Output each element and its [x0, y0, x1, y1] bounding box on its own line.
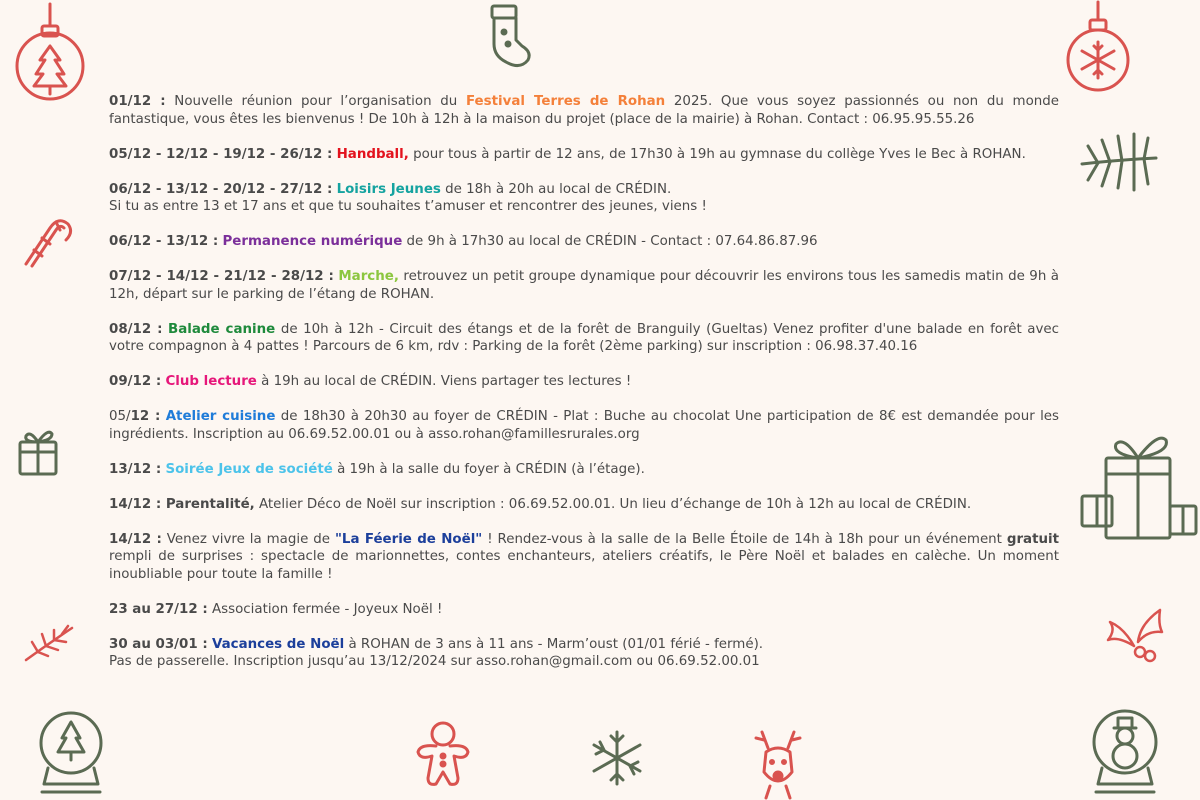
- agenda-item: [109, 93, 1059, 128]
- pine-branch-icon: [1078, 128, 1158, 194]
- item-text: 2025. Que vous soyez passionnés ou non du monde fantastique, vous êtes les bienvenus ! De 10h à 12h à la maison du projet (place de la mairie) à Rohan. Contact : 06.95.95.55.26: [109, 94, 1059, 127]
- item-date: 07/12 - 14/12 - 21/12 - 28/12 :: [109, 269, 334, 284]
- gingerbread-icon: [412, 720, 474, 790]
- item-highlight: Soirée Jeux de société: [165, 461, 333, 477]
- item-date: 06/12 - 13/12 :: [109, 234, 219, 249]
- item-date: 08/12 :: [109, 321, 163, 337]
- item-highlight: Permanence numérique: [222, 234, 403, 249]
- reindeer-icon: [754, 728, 802, 800]
- agenda-item: [109, 233, 1059, 251]
- item-text: Association fermée - Joyeux Noël !: [207, 601, 443, 617]
- item-date: 06/12 - 13/12 - 20/12 - 27/12 :: [109, 181, 333, 197]
- item-highlight: Loisirs Jeunes: [336, 181, 441, 197]
- item-highlight: Marche,: [338, 269, 399, 284]
- item-text: de 9h à 17h30 au local de CRÉDIN - Contact : 07.64.86.87.96: [402, 234, 818, 249]
- agenda-item: [109, 408, 1059, 443]
- item-text-line2: Pas de passerelle. Inscription jusqu’au 13/12/2024 sur asso.rohan@gmail.com ou 06.69.52.00.01: [109, 654, 760, 669]
- item-text: retrouvez un petit groupe dynamique pour découvrir les environs tous les samedis matin de 9h à 12h, départ sur le parking de l’étang de ROHAN.: [109, 269, 1059, 302]
- item-date: 14/12 :: [109, 531, 162, 547]
- agenda-item: [109, 461, 1059, 479]
- gifts-stack-icon: [1078, 430, 1200, 542]
- item-highlight: Festival Terres de Rohan: [465, 94, 666, 109]
- agenda-item: [109, 636, 1059, 671]
- item-highlight: Balade canine: [168, 321, 276, 337]
- item-date: 30 au 03/01 :: [109, 636, 208, 652]
- item-highlight: Atelier cuisine: [165, 409, 276, 424]
- mistletoe-left-icon: [22, 622, 76, 664]
- item-highlight: Club lecture: [165, 374, 257, 389]
- snowglobe-tree-icon: [36, 708, 106, 798]
- item-text: Nouvelle réunion pour l’organisation du: [165, 94, 466, 109]
- agenda-item: [109, 531, 1059, 584]
- item-text: Atelier Déco de Noël sur inscription : 06.69.52.00.01. Un lieu d’échange de 10h à 12h au local de CRÉDIN.: [254, 496, 972, 512]
- ornament-snowflake-icon: [1064, 0, 1132, 96]
- item-text: Venez vivre la magie de: [161, 531, 335, 547]
- candy-cane-icon: [18, 208, 76, 268]
- item-date: 13/12 :: [109, 461, 162, 477]
- item-text: pour tous à partir de 12 ans, de 17h30 à 19h au gymnase du collège Yves le Bec à ROHAN.: [408, 146, 1026, 162]
- agenda-item: [109, 496, 1059, 514]
- agenda-item: [109, 373, 1059, 391]
- agenda-item: [109, 181, 1059, 216]
- item-text: à 19h au local de CRÉDIN. Viens partager tes lectures !: [256, 374, 632, 389]
- item-bold: gratuit: [1006, 531, 1060, 547]
- holly-icon: [1104, 606, 1166, 666]
- item-text: de 18h30 à 20h30 au foyer de CRÉDIN - Plat : Buche au chocolat Une participation de 8€ est demandée pour les ingrédients. Inscription au 06.69.52.00.01 ou à asso.rohan@famillesrurales.org: [109, 409, 1060, 442]
- item-date: 12 :: [130, 409, 161, 424]
- item-date: 05/12 - 12/12 - 19/12 - 26/12 :: [109, 146, 333, 162]
- item-text-line2: Si tu as entre 13 et 17 ans et que tu souhaites t’amuser et rencontrer des jeunes, viens !: [109, 199, 707, 214]
- agenda-item: [109, 268, 1059, 303]
- item-date: 23 au 27/12 :: [109, 601, 208, 617]
- item-date-plain: 05/: [109, 409, 131, 424]
- agenda-list: [109, 93, 1059, 688]
- item-date: 14/12 : Parentalité,: [109, 496, 255, 512]
- item-highlight: Handball,: [336, 146, 409, 162]
- item-text: rempli de surprises : spectacle de marionnettes, contes enchanteurs, ateliers créatifs, le Père Noël et balades en calèche. Un moment inoubliable pour toute la famille !: [109, 549, 1059, 582]
- item-text: à ROHAN de 3 ans à 11 ans - Marm’oust (01/01 férié - fermé).: [344, 636, 764, 652]
- snowglobe-snowman-icon: [1090, 706, 1160, 798]
- gift-small-icon: [14, 424, 62, 480]
- item-text: de 10h à 12h - Circuit des étangs et de la forêt de Branguily (Gueltas) Venez profiter d'une balade en forêt avec votre compagnon à 4 pattes ! Parcours de 6 km, rdv : Parking de la forêt (2ème parking) sur inscription : 06.98.37.40.16: [109, 321, 1059, 354]
- agenda-item: [109, 321, 1059, 356]
- item-highlight: Vacances de Noël: [211, 636, 345, 652]
- item-text: à 19h à la salle du foyer à CRÉDIN (à l’étage).: [332, 461, 645, 477]
- item-text: de 18h à 20h au local de CRÉDIN.: [440, 181, 672, 197]
- item-date: 01/12 :: [109, 94, 166, 109]
- item-highlight: "La Féerie de Noël": [334, 531, 483, 547]
- item-text: ! Rendez-vous à la salle de la Belle Étoile de 14h à 18h pour un événement: [482, 531, 1007, 547]
- item-date: 09/12 :: [109, 374, 162, 389]
- stocking-icon: [486, 2, 534, 72]
- agenda-item: [109, 601, 1059, 619]
- agenda-item: [109, 146, 1059, 164]
- ornament-tree-icon: [14, 2, 86, 102]
- snowflake-icon: [590, 728, 644, 788]
